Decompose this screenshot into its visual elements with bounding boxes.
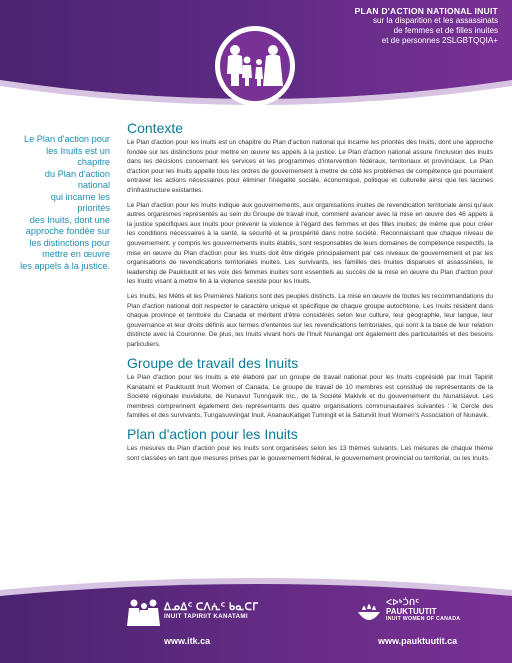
- section-heading-contexte: Contexte: [127, 120, 184, 136]
- pull-quote-line: Le Plan d'action pour: [23, 134, 110, 144]
- itk-syllabics: ᐃᓄᐃᑦ ᑕᐱᕇᑦ ᑲᓇᑕᒥ: [164, 602, 259, 613]
- paragraph: Le Plan d'action pour les Inuits a été élaboré par un groupe de travail national pour les Inuits coprésidé par Inuit Tapiriit Kanatami et Pauktuutit Inuit Women of Canada. Le groupe de travail de 10 membres est constitué de représentants de la Société régionale inuvialuite, de Nunavut Tunngavik Inc., de la Société Makivik et du gouvernement du Nunatsiavut. Les membres comprennent également des représentants des quatre organisations communautaires suivantes : le Cercle des familles et des survivants, Tungasuvvingat Inuit, AnanauKatiget Tumingit et la Saturviit Inuit Women's Association of Nunavik.: [127, 373, 493, 420]
- paragraph: Les Inuits, les Métis et les Premières Nations sont des peuples distincts. La mise en œuvre de toutes les recommandations du Plan d'action national doit respecter le caractère unique et spécifique de chaque groupe autochtone. Les Inuits résident dans chaque province et territoire du Canada et méritent d'être considérés selon leur culture, leur géographie, leur langue, leur gouvernance et leur droits définis aux termes d'ententes sur les revendications territoriales, qui sont à la base de leur relation distincte avec la Couronne. De plus, les Inuits vivant hors de l'Inuit Nunangat ont également des particularités et des besoins particuliers.: [127, 293, 493, 348]
- pull-quote-line: mettre en œuvre: [42, 249, 110, 259]
- pauktuutit-syllabics: ᐸᐅᒃᑑᑎᑦ: [386, 598, 420, 607]
- pull-quote-line: les Inuits est un chapitre: [46, 145, 110, 167]
- pull-quote-line: les distinctions pour: [29, 237, 110, 248]
- header-banner: [0, 0, 512, 115]
- family-silhouette-icon: [225, 44, 285, 88]
- header-text: [355, 6, 498, 46]
- section-heading-plan-daction: Plan d'action pour les Inuits: [127, 426, 298, 443]
- header-subtitle-line: de femmes et de filles inuites: [393, 26, 498, 35]
- pull-quote-line: des Inuits, dont une: [29, 214, 110, 225]
- paragraph: Le Plan d'action pour les Inuits indique aux gouvernements, aux organisations inuites de revendication territoriale ainsi qu'aux autres organismes représentés au sein du Groupe de travail inuit, comment avancer avec la mise en œuvre des 46 appels à la justice spécifiques aux Inuits pour prévenir la violence à l'égard des femmes et des filles inuites; de même que pour créer les conditions nécessaires à la santé, la sécurité et la prospérité dans notre société. Reconnaissant que chaque niveau de gouvernement, y compris les gouvernements inuits établis, sont responsables de leurs domaines de compétence respectifs, la mise en œuvre du Plan d'action pour les Inuits doit être dirigée principalement par ces niveaux de gouvernement et par les organisations de revendications territoriales inuites. Les survivants, les familles des Inuites disparues et assassinées, le leadership de Pauktuutit et les voix des femmes inuites sont essentiels au succès de la mise en œuvre du Plan d'action pour les Inuits visant à mettre fin à la violence sexiste pour les Inuits.: [127, 201, 493, 286]
- pull-quote-line: qui incarne les priorités: [50, 191, 110, 213]
- paragraph: Le Plan d'action pour les Inuits est un chapitre du Plan d'action national qui incarne les priorités des Inuits, dont une approche fondée sur les distinctions pour mettre en œuvre les appels à la justice. Le Plan d'action national assure l'inclusion des Inuits dans les décisions concernant les services et les programmes d'intervention fédéraux, territoriaux et provinciaux. Le Plan d'action pour les Inuits appelle tous les ordres de gouvernement à mettre de côté les problèmes de compétence qui pourraient entraver les actions nécessaires pour éliminer l'inégalité sociale, économique, politique et culturelle ainsi que les lacunes d'infrastructure existantes.: [127, 139, 493, 194]
- pull-quote-line: les appels à la justice.: [20, 260, 110, 271]
- itk-url-link[interactable]: www.itk.ca: [164, 636, 211, 646]
- itk-people-logo-icon: [126, 598, 160, 628]
- header-subtitle-line: et de personnes 2SLGBTQQIA+: [381, 36, 498, 45]
- pull-quote-line: approche fondée sur: [25, 226, 110, 236]
- header-subtitle-line: sur la disparition et les assassinats: [372, 16, 498, 25]
- pauktuutit-url-link[interactable]: www.pauktuutit.ca: [378, 636, 458, 646]
- paragraph: Les mesures du Plan d'action pour les Inuits sont organisées selon les 13 thèmes suivants. Les mesures de chaque thème sont classées en tant que mesures prises par le gouvernement fédéral, le gouvernement provincial ou territorial, ou les Inuits.: [127, 445, 493, 462]
- pauktuutit-name: PAUKTUUTIT: [386, 607, 437, 616]
- pauktuutit-lamp-logo-icon: [356, 598, 382, 628]
- pull-quote-line: du Plan d'action national: [44, 168, 110, 190]
- header-title: PLAN D'ACTION NATIONAL INUIT: [354, 6, 498, 16]
- pauktuutit-subname: INUIT WOMEN OF CANADA: [386, 616, 461, 622]
- section-heading-groupe-de-travail: Groupe de travail des Inuits: [127, 354, 299, 371]
- itk-name: INUIT TAPIRIIT KANATAMI: [164, 613, 248, 620]
- pull-quote: [18, 134, 110, 272]
- main-content: [127, 120, 493, 469]
